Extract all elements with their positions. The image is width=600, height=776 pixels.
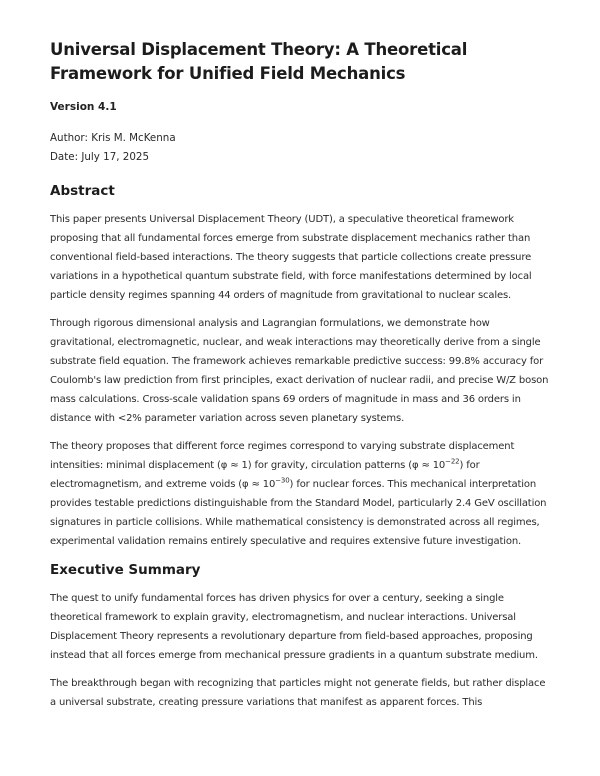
abstract-heading: Abstract: [50, 183, 115, 199]
executive-summary-paragraph-1: The quest to unify fundamental forces has driven physics for over a century, seeking a single theoretical framework to explain gravity, electromagnetism, and nuclear interactions. Universal Displacement Theory represents a revolutionary departure from field-based approaches, proposing instead that all forces emerge from mechanical pressure gradients in a quantum substrate medium.: [50, 593, 538, 661]
author-line: Author: Kris M. McKenna: [50, 132, 176, 144]
abstract-paragraph-2: Through rigorous dimensional analysis and Lagrangian formulations, we demonstrate how gravitational, electromagnetic, nuclear, and weak interactions may theoretically derive from a single substrate field equation. The framework achieves remarkable predictive success: 99.8% accuracy for Coulomb's law prediction from first principles, exact derivation of nuclear radii, and precise W/Z boson mass calculations. Cross-scale validation spans 69 orders of magnitude in mass and 36 orders in distance with <2% parameter variation across seven planetary systems.: [50, 318, 549, 424]
paper-title: Universal Displacement Theory: A Theoretical Framework for Unified Field Mechanics: [50, 40, 468, 83]
executive-summary-heading: Executive Summary: [50, 562, 201, 578]
abstract-paragraph-3: [50, 437, 552, 551]
abstract-p3-text-a: The theory proposes that different force regimes correspond to varying substrate displacement intensities: minimal displacement (φ ≈ 1) for gravity, circulation patterns (φ ≈ 10: [50, 441, 515, 471]
exponent-nuclear: −30: [275, 476, 290, 485]
abstract-paragraph-1: This paper presents Universal Displacement Theory (UDT), a speculative theoretical framework proposing that all fundamental forces emerge from substrate displacement mechanics rather than conventional field-based interactions. The theory suggests that particle collections create pressure variations in a hypothetical quantum substrate field, with force manifestations determined by local particle density regimes spanning 44 orders of magnitude from gravitational to nuclear scales.: [50, 214, 532, 301]
executive-summary-paragraph-2: The breakthrough began with recognizing that particles might not generate fields, but rather displace a universal substrate, creating pressure variations that manifest as apparent forces. This: [50, 678, 546, 708]
exponent-em: −22: [445, 457, 460, 466]
date-line: Date: July 17, 2025: [50, 151, 149, 163]
version-label: Version 4.1: [50, 101, 117, 113]
author-date-block: [50, 129, 552, 167]
abstract-p3-text-b: ) for electromagnetism, and extreme voids (φ ≈ 10: [50, 460, 480, 490]
abstract-section: [50, 181, 552, 551]
document-page: [50, 38, 552, 721]
abstract-p3-text-c: ) for nuclear forces. This mechanical interpretation provides testable predictions distinguishable from the Standard Model, particularly 2.4 GeV oscillation signatures in particle collisions. While mathematical consistency is demonstrated across all regimes, experimental validation remains entirely speculative and requires extensive future investigation.: [50, 479, 547, 547]
executive-summary-section: [50, 560, 552, 712]
